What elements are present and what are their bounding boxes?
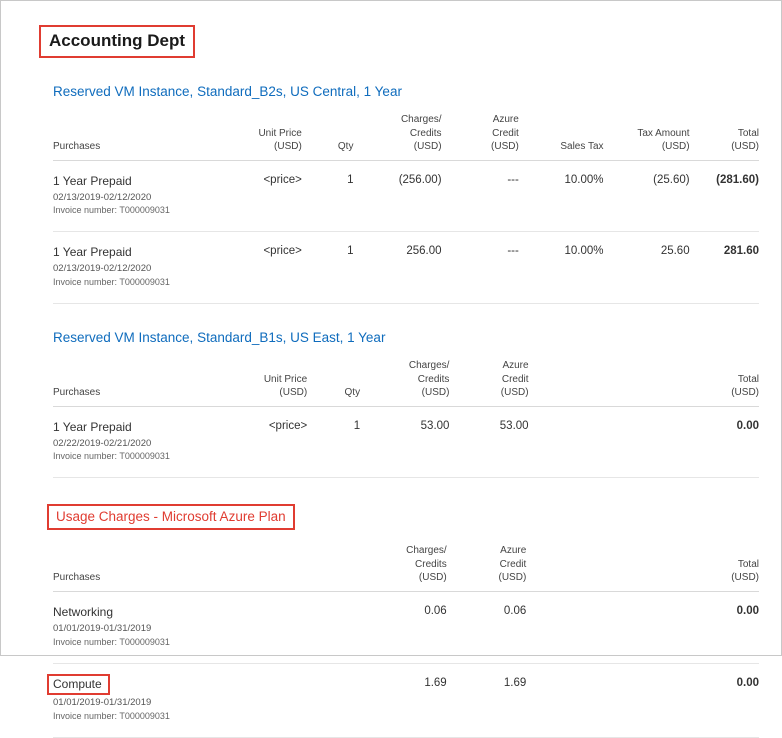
column-header-line: Purchases — [53, 387, 101, 399]
column-header-line: (USD) — [491, 141, 519, 152]
column-header-line: Charges/ — [406, 545, 447, 557]
charges-table — [53, 359, 759, 478]
cell-tax-amount — [610, 406, 691, 478]
column-header-line: Credits — [417, 373, 450, 385]
cell-qty — [305, 591, 357, 663]
cell-charges-credits: (256.00) — [353, 160, 441, 232]
column-header-line: Azure — [502, 360, 529, 372]
column-header-total — [690, 113, 759, 160]
cell-total: 0.00 — [691, 406, 760, 478]
purchase-invoice-number: Invoice number: T000009031 — [53, 205, 170, 216]
column-header-line: Total — [737, 373, 759, 385]
cell-sales-tax: 10.00% — [519, 232, 604, 304]
table-header-row — [53, 544, 759, 591]
column-header-line: (USD) — [731, 387, 759, 399]
cell-total: 0.00 — [690, 591, 759, 663]
purchase-name: 1 Year Prepaid — [53, 245, 132, 260]
column-header-purchases — [53, 113, 214, 160]
purchase-cell — [53, 406, 218, 478]
purchase-name: 1 Year Prepaid — [53, 173, 132, 188]
cell-unit-price: <price> — [218, 406, 308, 478]
column-header-tax-amount — [608, 544, 690, 591]
column-header-purchases — [53, 359, 218, 406]
column-header-line: Qty — [344, 387, 361, 399]
cell-charges-credits: 256.00 — [353, 232, 441, 304]
cell-unit-price: <price> — [214, 232, 302, 304]
purchase-period: 02/13/2019-02/12/2020 — [53, 263, 152, 275]
column-header-charges-credits — [353, 113, 441, 160]
column-header-line: Qty — [337, 141, 354, 152]
page-title: Accounting Dept — [49, 31, 185, 50]
purchase-cell — [53, 160, 214, 232]
column-header-line: Credit — [499, 558, 527, 570]
cell-azure-credit: 53.00 — [449, 406, 528, 478]
cell-total: 0.00 — [690, 663, 759, 737]
purchase-period: 01/01/2019-01/31/2019 — [53, 696, 152, 708]
section-heading — [47, 504, 295, 530]
column-header-line: (USD) — [279, 387, 308, 399]
column-header-line: Sales Tax — [560, 141, 604, 152]
cell-sales-tax — [526, 663, 608, 737]
column-header-line: (USD) — [498, 572, 527, 584]
section-heading: Reserved VM Instance, Standard_B1s, US East, 1 Year — [53, 330, 386, 346]
column-header-charges-credits — [360, 359, 449, 406]
table-header-row — [53, 113, 759, 160]
cell-charges-credits: 53.00 — [360, 406, 449, 478]
cell-sales-tax: 10.00% — [519, 160, 604, 232]
column-header-purchases — [53, 544, 220, 591]
column-header-line: Purchases — [53, 572, 101, 584]
column-header-line: Unit Price — [258, 127, 302, 139]
section-heading-label: Usage Charges - Microsoft Azure Plan — [56, 509, 286, 525]
cell-azure-credit: 1.69 — [447, 663, 527, 737]
column-header-total — [691, 359, 760, 406]
column-header-line: (USD) — [731, 572, 759, 584]
cell-tax-amount: 25.60 — [604, 232, 690, 304]
cell-sales-tax — [529, 406, 610, 478]
cell-qty: 1 — [302, 232, 354, 304]
column-header-line: (USD) — [500, 387, 529, 399]
sections-container — [31, 84, 759, 738]
column-header-qty — [307, 359, 360, 406]
purchase-invoice-number: Invoice number: T000009031 — [53, 277, 170, 288]
purchase-cell — [53, 591, 220, 663]
cell-tax-amount — [608, 591, 690, 663]
charges-table — [53, 544, 759, 737]
purchase-cell — [53, 663, 220, 737]
table-row — [53, 232, 759, 304]
purchase-period: 02/22/2019-02/21/2020 — [53, 437, 152, 449]
column-header-unit-price — [218, 359, 308, 406]
column-header-line: Azure — [500, 545, 527, 557]
column-header-line: Total — [737, 558, 759, 570]
column-header-unit-price — [220, 544, 305, 591]
cell-qty — [305, 663, 357, 737]
table-row — [53, 663, 759, 737]
section-heading: Reserved VM Instance, Standard_B2s, US Central, 1 Year — [53, 84, 402, 99]
column-header-line: (USD) — [731, 141, 759, 152]
column-header-line: Credit — [492, 127, 519, 139]
column-header-azure-credit — [442, 113, 519, 160]
column-header-line: Unit Price — [263, 373, 308, 385]
purchase-name: 1 Year Prepaid — [53, 419, 132, 434]
column-header-sales-tax — [526, 544, 608, 591]
column-header-line: Charges/ — [400, 114, 442, 125]
column-header-line: (USD) — [274, 141, 302, 152]
column-header-sales-tax — [529, 359, 610, 406]
column-header-tax-amount — [610, 359, 691, 406]
table-row — [53, 591, 759, 663]
column-header-qty — [305, 544, 357, 591]
column-header-line: Total — [737, 127, 759, 139]
column-header-line: (USD) — [661, 141, 690, 152]
purchase-name: Compute — [53, 676, 102, 691]
purchase-name: Networking — [53, 604, 114, 619]
cell-charges-credits: 0.06 — [357, 591, 447, 663]
purchase-period: 02/13/2019-02/12/2020 — [53, 191, 152, 203]
cell-azure-credit: --- — [442, 160, 519, 232]
cell-tax-amount: (25.60) — [604, 160, 690, 232]
cell-total: 281.60 — [690, 232, 759, 304]
cell-qty: 1 — [302, 160, 354, 232]
department-title-highlight — [39, 25, 195, 58]
purchase-invoice-number: Invoice number: T000009031 — [53, 451, 170, 462]
column-header-sales-tax — [519, 113, 604, 160]
column-header-tax-amount — [604, 113, 690, 160]
column-header-azure-credit — [447, 544, 527, 591]
column-header-charges-credits — [357, 544, 447, 591]
column-header-total — [690, 544, 759, 591]
column-header-line: (USD) — [413, 141, 442, 152]
cell-qty: 1 — [307, 406, 360, 478]
table-row — [53, 160, 759, 232]
column-header-azure-credit — [449, 359, 528, 406]
column-header-qty — [302, 113, 354, 160]
column-header-line: (USD) — [418, 572, 447, 584]
column-header-unit-price — [214, 113, 302, 160]
cell-charges-credits: 1.69 — [357, 663, 447, 737]
cell-sales-tax — [526, 591, 608, 663]
charges-table — [53, 113, 759, 304]
purchase-invoice-number: Invoice number: T000009031 — [53, 710, 170, 721]
cell-tax-amount — [608, 663, 690, 737]
column-header-line: (USD) — [421, 387, 450, 399]
column-header-line: Azure — [492, 114, 519, 125]
purchase-period: 01/01/2019-01/31/2019 — [53, 622, 152, 634]
column-header-line: Credit — [501, 373, 529, 385]
table-header-row — [53, 359, 759, 406]
purchase-invoice-number: Invoice number: T000009031 — [53, 636, 170, 647]
column-header-line: Purchases — [53, 141, 101, 152]
cell-unit-price: <price> — [214, 160, 302, 232]
table-row — [53, 406, 759, 478]
column-header-line: Charges/ — [408, 360, 450, 372]
cell-total: (281.60) — [690, 160, 759, 232]
column-header-line: Credits — [415, 558, 447, 570]
cell-unit-price — [220, 591, 305, 663]
purchase-cell — [53, 232, 214, 304]
column-header-line: Tax Amount — [637, 127, 690, 139]
cell-unit-price — [220, 663, 305, 737]
purchase-name-highlight — [47, 674, 110, 695]
cell-azure-credit: --- — [442, 232, 519, 304]
column-header-line: Credits — [409, 127, 442, 139]
cell-azure-credit: 0.06 — [447, 591, 527, 663]
invoice-content — [1, 1, 781, 738]
